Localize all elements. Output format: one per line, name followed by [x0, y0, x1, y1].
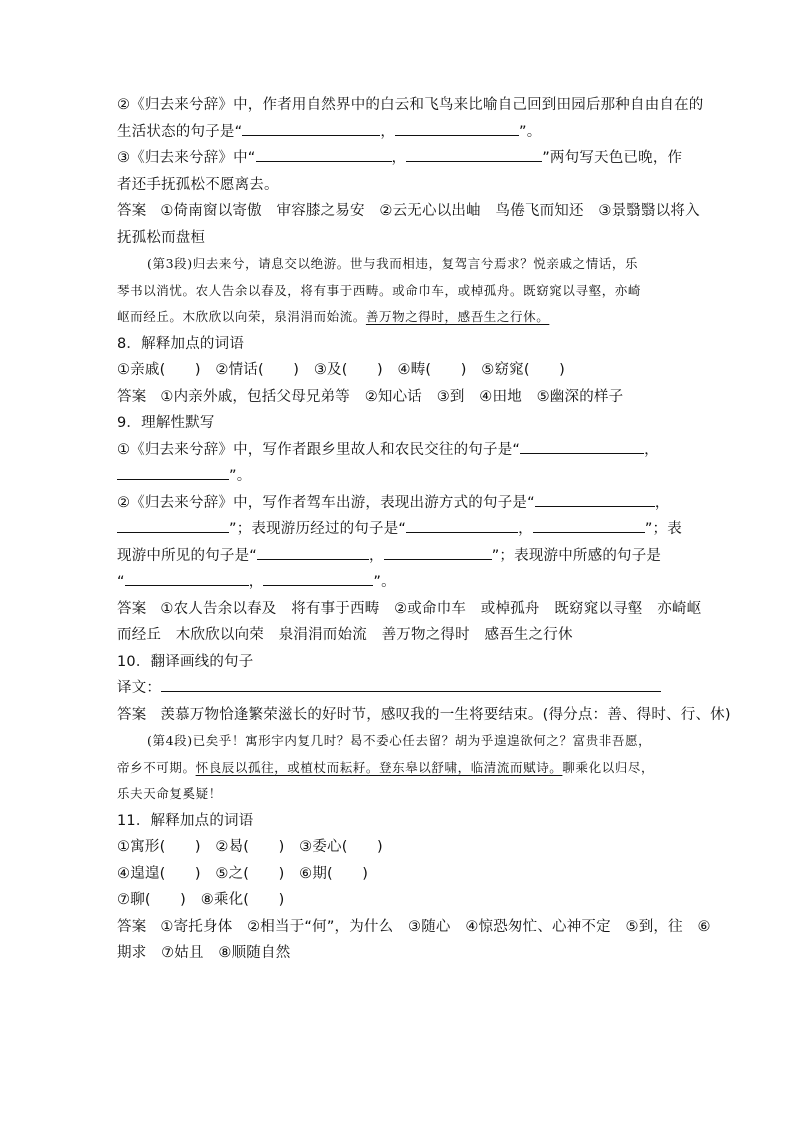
q7-item2-line2: 生活状态的句子是“ ， ”。	[117, 119, 679, 146]
q9-answer-line2: 而经丘 木欣欣以向荣 泉涓涓而始流 善万物之得时 感吾生之行休	[117, 627, 573, 643]
answer-blank[interactable]	[256, 146, 392, 162]
answer-blank[interactable]	[520, 438, 644, 454]
passage-3-line2: 琴书以消忧。农人告余以春及，将有事于西畴。或命巾车，或棹孤舟。既窈窕以寻壑，亦崎	[117, 282, 642, 298]
answer-blank[interactable]	[535, 491, 655, 507]
passage-4-line2: 帝乡不可期。怀良辰以孤往，或植杖而耘耔。登东皋以舒啸，临清流而赋诗。聊乘化以归尽，	[117, 759, 655, 775]
answer-label: 答案	[117, 918, 147, 935]
translation-blank[interactable]	[161, 676, 661, 692]
passage-4-line1: (第4段)已矣乎！寓形宇内复几时？曷不委心任去留？胡为乎遑遑欲何之？富贵非吾愿，	[147, 733, 652, 748]
document-page	[117, 92, 731, 967]
q7-item2-line1: ②《归去来兮辞》中，作者用自然界中的白云和飞鸟来比喻自己回到田园后那种自由自在的	[117, 97, 704, 113]
answer-blank[interactable]	[406, 517, 518, 533]
q11-answer-line1: 答案 ①寄托身体 ②相当于“何”，为什么 ③随心 ④惊恐匆忙、心神不定 ⑤到，往 ⑥	[117, 918, 711, 935]
q9-item1-line1: ①《归去来兮辞》中，写作者跟乡里故人和农民交往的句子是“ ，	[117, 437, 679, 464]
answer-label: 答案	[117, 388, 147, 405]
answer-blank[interactable]	[242, 120, 380, 136]
answer-blank[interactable]	[117, 464, 229, 480]
q11-row1: ①寓形( ) ②曷( ) ③委心( )	[117, 839, 383, 855]
answer-label: 答案	[117, 600, 147, 617]
answer-label: 答案	[117, 706, 147, 723]
q11-row3: ⑦聊( ) ⑧乘化( )	[117, 892, 285, 908]
answer-blank[interactable]	[263, 570, 373, 586]
answer-label: 答案	[117, 203, 147, 219]
q11-answer-line2: 期求 ⑦姑且 ⑧顺随自然	[117, 945, 291, 961]
answer-blank[interactable]	[125, 570, 249, 586]
q11-row2: ④遑遑( ) ⑤之( ) ⑥期( )	[117, 865, 369, 882]
q9-answer-line1: 答案 ①农人告余以春及 将有事于西畴 ②或命巾车 或棹孤舟 既窈窕以寻壑 亦崎岖	[117, 600, 702, 617]
q7-item3-line2: 者还手抚孤松不愿离去。	[117, 176, 279, 193]
q7-item3-line1: ③《归去来兮辞》中“ ， ”两句写天色已晚，作	[117, 145, 679, 172]
q8-answer: 答案 ①内亲外戚，包括父母兄弟等 ②知心话 ③到 ④田地 ⑤幽深的样子	[117, 388, 624, 405]
passage-3-line3: 岖而经丘。木欣欣以向荣，泉涓涓而始流。善万物之得时，感吾生之行休。	[117, 309, 550, 324]
passage-4-line3: 乐夫天命复奚疑！	[117, 786, 222, 801]
q8-title: 8．解释加点的词语	[117, 335, 245, 352]
underlined-sentence: 善万物之得时，感吾生之行休。	[365, 309, 550, 324]
q9-item2-line3: 现游中所见的句子是“ ， ”；表现游中所感的句子是	[117, 543, 679, 570]
q9-item1-line2: ”。	[117, 463, 679, 490]
q9-item2-line4: “ ， ”。	[117, 569, 679, 596]
q9-item2-line2: ”；表现游历经过的句子是“ ， ”；表	[117, 516, 679, 543]
q10-answer: 答案 羡慕万物恰逢繁荣滋长的好时节，感叹我的一生将要结束。(得分点：善、得时、行、休)	[117, 706, 731, 723]
answer-blank[interactable]	[384, 544, 492, 560]
q7-answer-line2: 抚孤松而盘桓	[117, 229, 206, 246]
answer-blank[interactable]	[257, 544, 369, 560]
underlined-sentence: 怀良辰以孤往，或植杖而耘耔。登东皋以舒啸，临清流而赋诗。	[195, 759, 563, 775]
answer-blank[interactable]	[395, 120, 519, 136]
q9-item2-line1: ②《归去来兮辞》中，写作者驾车出游，表现出游方式的句子是“ ，	[117, 490, 679, 517]
q10-title: 10．翻译画线的句子	[117, 653, 254, 670]
q8-items: ①亲戚( ) ②情话( ) ③及( ) ④畴( ) ⑤窈窕( )	[117, 362, 565, 378]
answer-blank[interactable]	[406, 146, 542, 162]
q9-title: 9．理解性默写	[117, 415, 215, 431]
passage-3-line1: (第3段)归去来兮，请息交以绝游。世与我而相违，复驾言兮焉求？悦亲戚之情话，乐	[147, 256, 639, 271]
answer-blank[interactable]	[533, 517, 645, 533]
q10-translation: 译文：	[117, 675, 679, 702]
answer-blank[interactable]	[117, 517, 229, 533]
q11-title: 11．解释加点的词语	[117, 812, 254, 829]
q7-answer-line1: 答案 ①倚南窗以寄傲 审容膝之易安 ②云无心以出岫 鸟倦飞而知还 ③景翳翳以将入	[117, 203, 700, 219]
